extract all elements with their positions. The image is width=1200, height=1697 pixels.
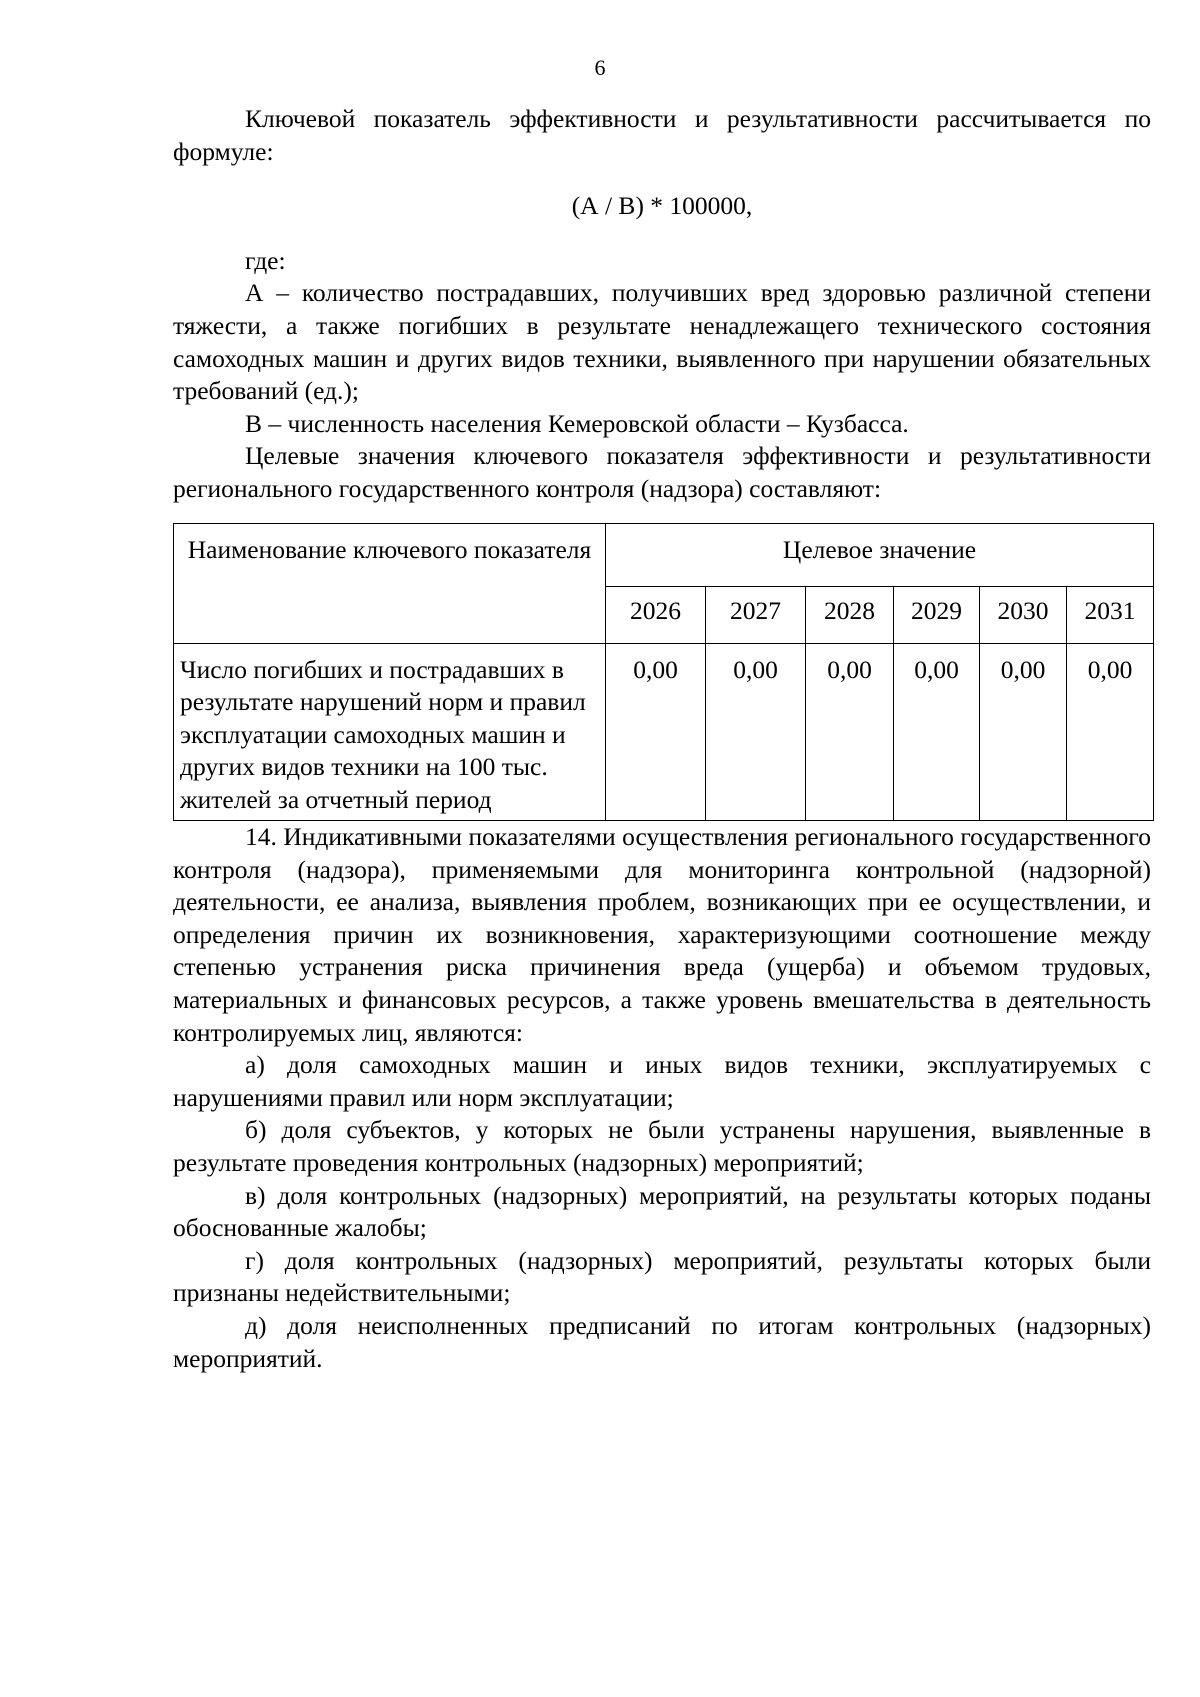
target-value-cell: 0,00 [606, 643, 706, 821]
section-14-paragraph: 14. Индикативными показателями осуществления регионального государственного контроля (надзора), применяемыми для мониторинга контрольной (надзорной) деятельности, ее анализа, выявления проблем, возникающих при ее осуществлении, и определения причин их возникновения, характеризующими соотношение между степенью устранения риска причинения вреда (ущерба) и объемом трудовых, материальных и финансовых ресурсов, а также уровень вмешательства в деятельность контролируемых лиц, являются: [173, 822, 1151, 1047]
target-value-cell: 0,00 [1067, 643, 1154, 821]
header-indicator-name: Наименование ключевого показателя [174, 523, 606, 643]
indicator-item-a: а) доля самоходных машин и иных видов техники, эксплуатируемых с нарушениями правил или норм эксплуатации; [173, 1050, 1151, 1112]
where-label: где: [245, 245, 286, 275]
target-value-cell: 0,00 [980, 643, 1067, 821]
year-header: 2031 [1067, 586, 1154, 643]
year-header: 2028 [806, 586, 894, 643]
year-header: 2029 [894, 586, 980, 643]
definition-a: А – количество пострадавших, получивших вред здоровью различной степени тяжести, а также погибших в результате ненадлежащего технического состояния самоходных машин и других видов техники, выявленного при нарушении обязательных требований (ед.); [173, 278, 1151, 406]
indicator-name-cell: Число погибших и пострадавших в результате нарушений норм и правил эксплуатации самоходных машин и других видов техники на 100 тыс. жителей за отчетный период [174, 643, 606, 821]
indicator-item-v: в) доля контрольных (надзорных) мероприятий, на результаты которых поданы обоснованные жалобы; [173, 1180, 1151, 1243]
targets-intro: Целевые значения ключевого показателя эффективности и результативности регионального государственного контроля (надзора) составляют: [173, 441, 1151, 503]
definition-b: В – численность населения Кемеровской области – Кузбасса. [245, 408, 909, 438]
kpi-formula-intro: Ключевой показатель эффективности и результативности рассчитывается по формуле: [173, 104, 1151, 166]
target-value-cell: 0,00 [706, 643, 806, 821]
document-body [173, 103, 1151, 1375]
table-row [174, 643, 1154, 821]
header-target-value: Целевое значение [606, 523, 1154, 586]
kpi-formula: (А / В) * 100000, [571, 191, 753, 221]
year-header: 2026 [606, 586, 706, 643]
table-header-row [174, 523, 1154, 586]
indicator-item-b: б) доля субъектов, у которых не были устранены нарушения, выявленные в результате проведения контрольных (надзорных) мероприятий; [173, 1115, 1151, 1177]
year-header: 2027 [706, 586, 806, 643]
year-header: 2030 [980, 586, 1067, 643]
indicator-item-d: д) доля неисполненных предписаний по итогам контрольных (надзорных) мероприятий. [173, 1310, 1151, 1373]
page-number: 6 [594, 55, 606, 80]
target-value-cell: 0,00 [894, 643, 980, 821]
kpi-target-table [173, 523, 1154, 822]
indicator-item-g: г) доля контрольных (надзорных) мероприятий, результаты которых были признаны недействительными; [173, 1245, 1151, 1308]
target-value-cell: 0,00 [806, 643, 894, 821]
